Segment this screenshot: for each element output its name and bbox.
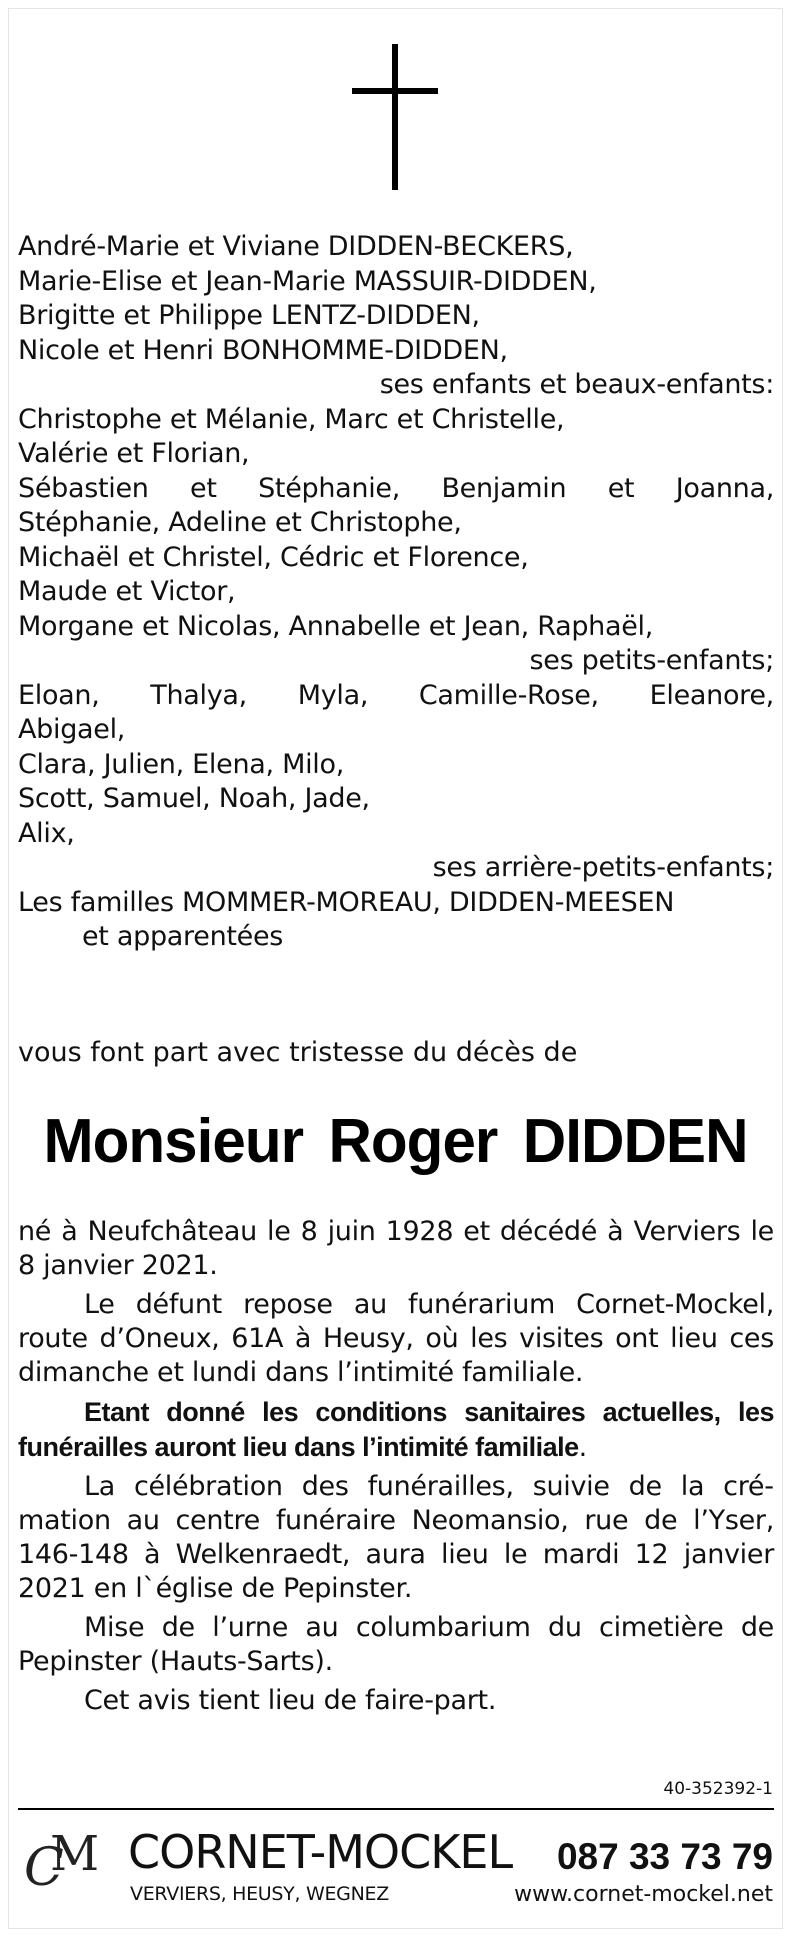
family-line-justified	[18, 679, 774, 714]
word: Joanna,	[675, 472, 774, 504]
deceased-name: Monsieur Roger DIDDEN	[43, 1107, 748, 1176]
related-line: et apparentées	[82, 921, 284, 952]
word: Camille-Rose,	[418, 679, 599, 711]
sanitary-notice-end: .	[578, 1432, 587, 1463]
family-line: Christophe et Mélanie, Marc et Christelle,	[18, 403, 565, 435]
sanitary-notice: Etant donné les conditions sanitaires actuelles, les funérailles auront lieu dans l’intimité familiale	[18, 1397, 774, 1462]
cornet-mockel-logo-icon	[24, 1828, 98, 1906]
children-label: ses enfants et beaux-enfants:	[379, 369, 774, 400]
word: Sébastien	[18, 472, 149, 504]
word: Eleanore,	[649, 679, 774, 711]
family-line-justified	[18, 472, 774, 507]
reference-number: 40-352392-1	[663, 1779, 773, 1799]
cross-horizontal-bar	[352, 88, 438, 94]
grandchildren-label: ses petits-enfants;	[529, 645, 774, 676]
word: et	[190, 472, 217, 504]
family-line: Morgane et Nicolas, Annabelle et Jean, Raphaël,	[18, 610, 654, 642]
families-line: Les familles MOMMER-MOREAU, DIDDEN-MEESEN	[18, 886, 675, 918]
family-line: Alix,	[18, 817, 75, 849]
family-line: Abigael,	[18, 714, 126, 745]
family-list	[18, 230, 774, 955]
ceremony-paragraph: La célébration des funérailles, suivie de la crémation au centre funéraire Neomansio, rue de l’Yser, 146-148 à Welkenraedt, aura lieu le mardi 12 janvier 2021 en l`église de Pepinster.	[18, 1471, 774, 1604]
footer-divider	[18, 1808, 774, 1810]
visitation-paragraph: Le défunt repose au funérarium Cornet-Mockel, route d’Oneux, 61A à Heusy, où les visites ont lieu ces dimanche et lundi dans l’intimité familiale.	[18, 1289, 774, 1388]
funeral-home-towns: VERVIERS, HEUSY, WEGNEZ	[130, 1883, 389, 1905]
funeral-home-name: CORNET-MOCKEL	[128, 1825, 513, 1879]
word: Benjamin	[441, 472, 567, 504]
family-line: Maude et Victor,	[18, 576, 236, 607]
family-line: Valérie et Florian,	[18, 438, 250, 469]
family-line: André-Marie et Viviane DIDDEN-BECKERS,	[18, 231, 574, 262]
family-line: Nicole et Henri BONHOMME-DIDDEN,	[18, 334, 508, 366]
cross-vertical-bar	[392, 44, 398, 190]
funeral-home-phone: 087 33 73 79	[556, 1836, 773, 1877]
family-line: Clara, Julien, Elena, Milo,	[18, 748, 344, 780]
word: Stéphanie,	[258, 472, 401, 504]
sanitary-paragraph	[18, 1395, 774, 1465]
logo-letter-c: C	[24, 1838, 64, 1898]
notice-paragraph: Cet avis tient lieu de faire-part.	[84, 1685, 497, 1716]
word: Eloan,	[18, 679, 100, 711]
logo-letter-m: M	[50, 1826, 100, 1882]
word: Myla,	[297, 679, 369, 711]
funeral-home-website: www.cornet-mockel.net	[514, 1882, 773, 1907]
urn-paragraph: Mise de l’urne au columbarium du cimetière de Pepinster (Hauts-Sarts).	[18, 1612, 774, 1677]
family-line: Stéphanie, Adeline et Christophe,	[18, 507, 462, 538]
obituary-body	[18, 1215, 774, 1723]
greatgrandchildren-label: ses arrière-petits-enfants;	[432, 852, 774, 883]
word: Thalya,	[150, 679, 247, 711]
cross-icon	[352, 44, 438, 190]
birth-death-paragraph: né à Neufchâteau le 8 juin 1928 et décédé à Verviers le 8 janvier 2021.	[18, 1216, 774, 1281]
word: et	[607, 472, 635, 504]
family-line: Marie-Elise et Jean-Marie MASSUIR-DIDDEN,	[18, 265, 597, 297]
family-line: Brigitte et Philippe LENTZ-DIDDEN,	[18, 300, 480, 331]
announcement-intro: vous font part avec tristesse du décès de	[18, 1037, 578, 1068]
family-line: Michaël et Christel, Cédric et Florence,	[18, 541, 529, 573]
family-line: Scott, Samuel, Noah, Jade,	[18, 783, 370, 814]
